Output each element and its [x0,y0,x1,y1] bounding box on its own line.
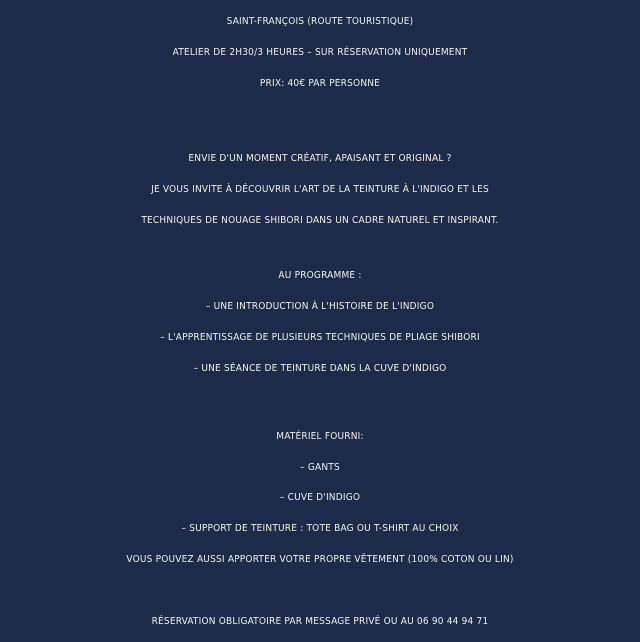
intro-question-line: ENVIE D'UN MOMENT CRÉATIF, APAISANT ET ORIGINAL ? [188,153,452,164]
intro-line-1: JE VOUS INVITE À DÉCOUVRIR L'ART DE LA TEINTURE À L'INDIGO ET LES [151,184,489,195]
location-line: SAINT-FRANÇOIS (ROUTE TOURISTIQUE) [226,16,414,27]
program-item-shibori: – L'APPRENTISSAGE DE PLUSIEURS TECHNIQUES DE PLIAGE SHIBORI [160,332,480,343]
price-line: PRIX: 40€ PAR PERSONNE [259,78,381,89]
materials-item-vat: – CUVE D'INDIGO [279,492,361,503]
intro-line-2: TECHNIQUES DE NOUAGE SHIBORI DANS UN CADRE NATUREL ET INSPIRANT. [141,215,499,226]
reservation-line: RÉSERVATION OBLIGATOIRE PAR MESSAGE PRIVÉ OU AU 06 90 44 94 71 [151,616,489,627]
workshop-duration-line: ATELIER DE 2H30/3 HEURES – SUR RÉSERVATION UNIQUEMENT [172,47,468,58]
program-item-dyeing: – UNE SÉANCE DE TEINTURE DANS LA CUVE D'INDIGO [193,363,447,374]
materials-item-support: – SUPPORT DE TEINTURE : TOTE BAG OU T-SHIRT AU CHOIX [181,523,459,534]
program-heading: AU PROGRAMME : [278,270,362,281]
materials-heading: MATÉRIEL FOURNI: [276,431,364,442]
own-garment-line: VOUS POUVEZ AUSSI APPORTER VOTRE PROPRE VÊTEMENT (100% COTON OU LIN) [126,554,514,565]
materials-item-gloves: – GANTS [300,462,340,473]
program-item-history: – UNE INTRODUCTION À L'HISTOIRE DE L'INDIGO [205,301,435,312]
